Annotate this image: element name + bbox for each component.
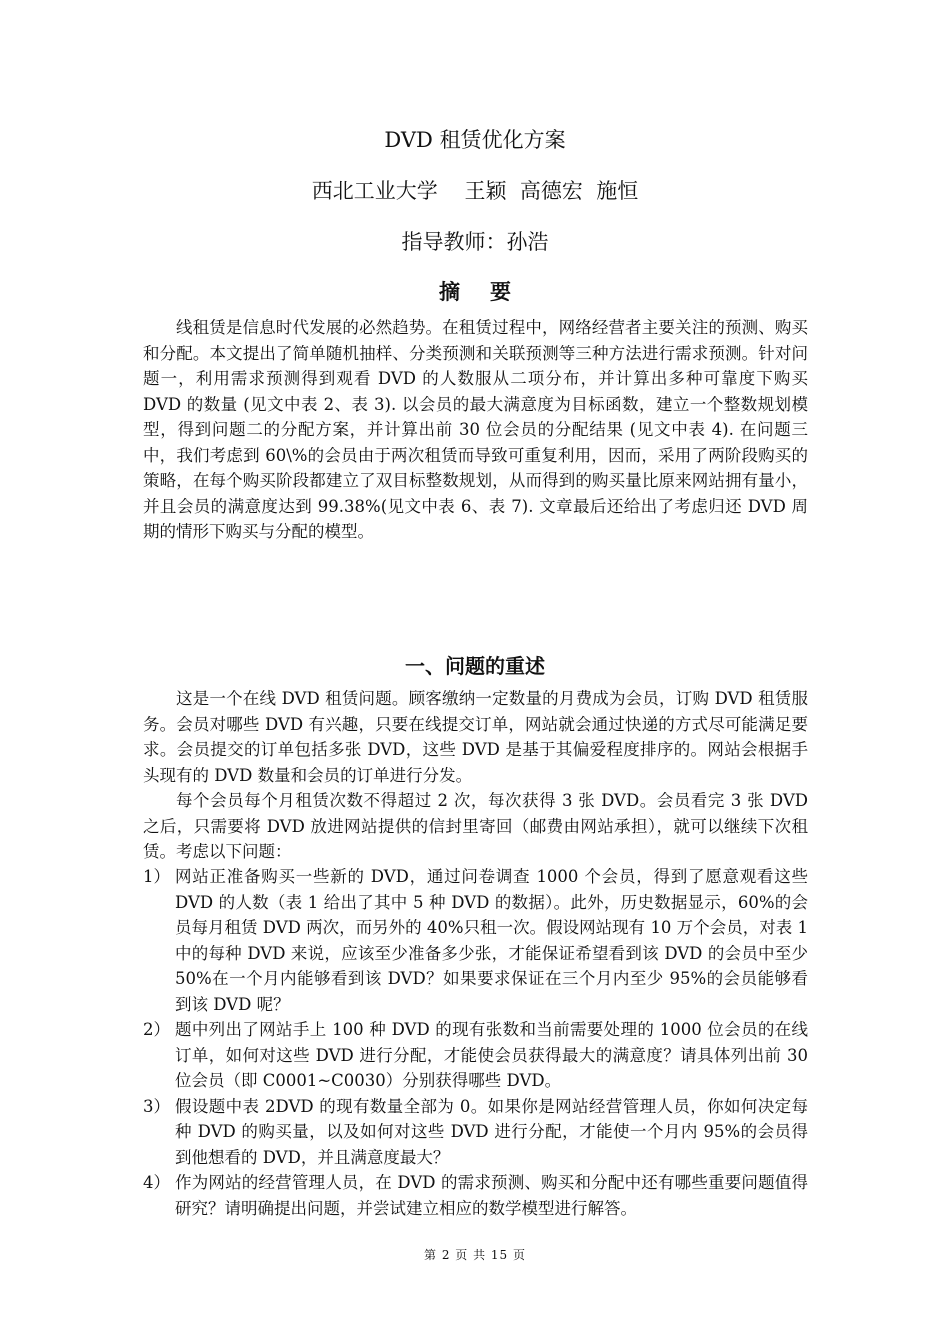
section-paragraph: 这是一个在线 DVD 租赁问题。顾客缴纳一定数量的月费成为会员，订购 DVD 租赁服务。会员对哪些 DVD 有兴趣，只要在线提交订单，网站就会通过快递的方式尽可能满足要求。会员提交的订单包括多张 DVD，这些 DVD 是基于其偏爱程度排序的。网站会根据手头现有的 DVD 数量和会员的订单进行分发。 <box>143 689 808 785</box>
list-item <box>143 1170 808 1221</box>
list-item <box>143 864 808 1017</box>
page-footer: 第 2 页 共 15 页 <box>424 1248 526 1262</box>
paper-advisor: 指导教师：孙浩 <box>401 230 549 254</box>
paper-title: DVD 租赁优化方案 <box>384 128 566 152</box>
question-list <box>143 864 808 1221</box>
list-item <box>143 1017 808 1094</box>
list-item-number: 2） <box>143 1020 170 1039</box>
list-item-number: 4） <box>143 1173 170 1192</box>
list-item-text: 作为网站的经营管理人员，在 DVD 的需求预测、购买和分配中还有哪些重要问题值得研究？请明确提出问题，并尝试建立相应的数学模型进行解答。 <box>175 1173 808 1218</box>
section-heading: 一、问题的重述 <box>405 654 545 678</box>
abstract-heading: 摘要 <box>439 279 541 304</box>
list-item-text: 题中列出了网站手上 100 种 DVD 的现有张数和当前需要处理的 1000 位会员的在线订单，如何对这些 DVD 进行分配，才能使会员获得最大的满意度？请具体列出前 30 位会员（即 C0001~C0030）分别获得哪些 DVD。 <box>175 1020 808 1090</box>
list-item-text: 网站正准备购买一些新的 DVD，通过问卷调查 1000 个会员，得到了愿意观看这些 DVD 的人数（表 1 给出了其中 5 种 DVD 的数据）。此外，历史数据显示，60%的会员每月租赁 DVD 两次，而另外的 40%只租一次。假设网站现有 10 万个会员，对表 1 中的每种 DVD 来说，应该至少准备多少张，才能保证希望看到该 DVD 的会员中至少 50%在一个月内能够看到该 DVD？如果要求保证在三个月内至少 95%的会员能够看到该 DVD 呢？ <box>175 867 808 1014</box>
section-paragraph: 每个会员每个月租赁次数不得超过 2 次，每次获得 3 张 DVD。会员看完 3 张 DVD 之后，只需要将 DVD 放进网站提供的信封里寄回（邮费由网站承担），就可以继续下次租赁。考虑以下问题： <box>143 791 808 861</box>
list-item-number: 3） <box>143 1096 170 1116</box>
paper-authors: 西北工业大学 王颖 高德宏 施恒 <box>311 179 639 203</box>
abstract-text: 线租赁是信息时代发展的必然趋势。在租赁过程中，网络经营者主要关注的预测、购买和分配。本文提出了简单随机抽样、分类预测和关联预测等三种方法进行需求预测。针对问题一，利用需求预测得到观看 DVD 的人数服从二项分布，并计算出多种可靠度下购买 DVD 的数量 (见文中表 2、表 3). 以会员的最大满意度为目标函数，建立一个整数规划模型，得到问题二的分配方案，并计算出前 30 位会员的分配结果 (见文中表 4). 在问题三中，我们考虑到 60\%的会员由于两次租赁而导致可重复利用，因而，采用了两阶段购买的策略，在每个购买阶段都建立了双目标整数规划，从而得到的购买量比原来网站拥有量小，并且会员的满意度达到 99.38%(见文中表 6、表 7). 文章最后还给出了考虑归还 DVD 周期的情形下购买与分配的模型。 <box>143 318 808 541</box>
list-item <box>143 1094 808 1171</box>
list-item-number: 1） <box>143 867 170 886</box>
list-item-text: 假设题中表 2DVD 的现有数量全部为 0。如果你是网站经营管理人员，你如何决定每种 DVD 的购买量，以及如何对这些 DVD 进行分配，才能使一个月内 95%的会员得到他想看的 DVD，并且满意度最大？ <box>175 1096 808 1167</box>
abstract-section <box>143 315 808 545</box>
section-intro <box>143 686 808 865</box>
